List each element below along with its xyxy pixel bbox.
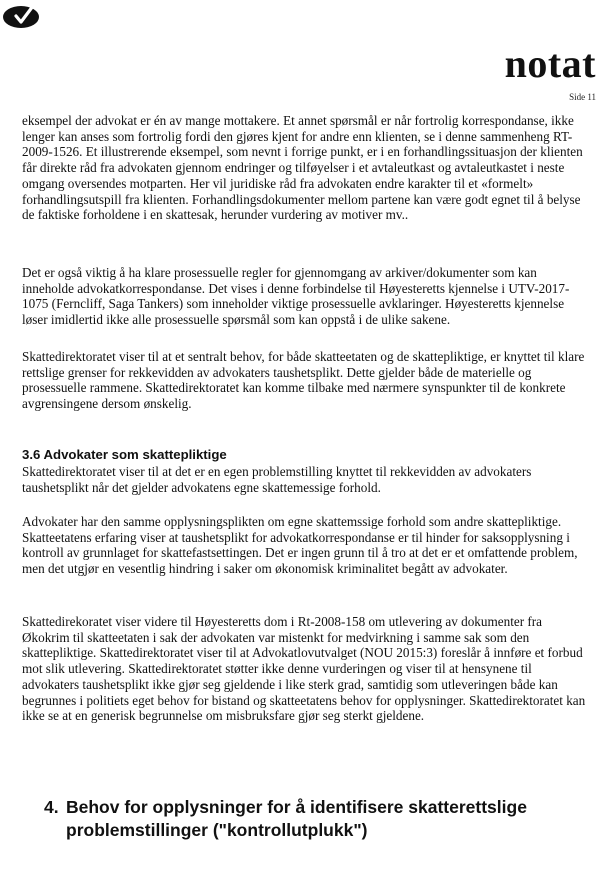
section-heading-3-6: 3.6 Advokater som skattepliktige	[22, 447, 227, 462]
paragraph-rettslige-grenser: Skattedirektoratet viser til at et sentralt behov, for både skatteetaten og de skattepliktige, er knyttet til klare rettslige grenser for rekkevidden av advokaters taushetsplikt. Dette gjelder både de materielle og prosessuelle rammene. Skattedirektoratet kan komme tilbake med nærmere synspunkter til de konkrete avgrensingene dersom ønskelig.	[22, 349, 585, 412]
paragraph-opplysningsplikt: Advokater har den samme opplysningsplikten om egne skattemssige forhold som andre skattepliktige. Skatteetatens erfaring viser at taushetsplikt for advokatkorrespondanse er til hinder for saksopplysning i kontroll av grunnlaget for skattefastsettingen. Det er ingen grunn til å tro at det er et omfattende problem, men det utgjør en vesentlig hindring i saker om økonomisk kriminalitet begått av advokater.	[22, 514, 578, 577]
paragraph-hoyesteretts-dom: Skattedirekoratet viser videre til Høyesteretts dom i Rt-2008-158 om utlevering av dokumenter fra Økokrim til skatteetaten i sak der advokaten var mistenkt for medvirkning i samme sak som den skattepliktige. Skattedirektoratet viser til at Advokatlovutvalget (NOU 2015:3) foreslår å innføre et forbud mot slik utlevering. Skattedirektoratet støtter ikke denne vurderingen og viser til at hensynene til advokaters taushetsplikt ikke gjør seg gjeldende i like sterk grad, samtidig som utleveringen både kan begrunnes i politiets eget behov for bistand og skatteetatens behov for opplysninger. Skattedirektoratet kan ikke se at en generisk begrunnelse om misbruksfare gjør seg sterkt gjeldene.	[22, 614, 586, 724]
section-number: 4.	[44, 797, 59, 817]
page-number: Side 11	[569, 92, 596, 102]
document-title: notat	[504, 41, 596, 86]
paragraph-advokat-korrespondanse: eksempel der advokat er én av mange mottakere. Et annet spørsmål er når fortrolig korrespondanse, ikke lenger kan anses som fortrolig fordi den gjøres kjent for andre enn klienten, se i denne sammenheng RT-2009-1526. Et illustrerende eksempel, som nevnt i forrige punkt, er i en forhandlingssituasjon der klienten får direkte råd fra advokaten gjennom endringer og tilføyelser i et avtaleutkast og avtaleutkastet i neste omgang oversendes motparten. Her vil juridiske råd fra advokaten endre karakter til et «formelt» forhandlingsutspill fra klienten. Forhandlingsdokumenter mellom partene kan være godt egnet til å belyse de faktiske forholdene i en skattesak, herunder vurdering av motiver mv..	[22, 113, 583, 223]
section-title: Behov for opplysninger for å identifisere skatterettslige problemstillinger ("kontrollutplukk")	[66, 797, 527, 840]
paragraph-prosessuelle-regler: Det er også viktig å ha klare prosessuelle regler for gjennomgang av arkiver/dokumenter som kan inneholde advokatkorrespondanse. Det vises i denne forbindelse til Høyesteretts kjennelse i UTV-2017-1075 (Ferncliff, Saga Tankers) som inneholder viktige prosessuelle avklaringer. Høyesteretts kjennelse løser imidlertid ikke alle prosessuelle spørsmål som kan oppstå i de ulike sakene.	[22, 265, 570, 328]
section-heading-4	[44, 796, 564, 841]
logo-icon	[2, 2, 42, 30]
paragraph-egen-problemstilling: Skattedirektoratet viser til at det er en egen problemstilling knyttet til rekkevidden av advokaters taushetsplikt når det gjelder advokatens egne skattemessige forhold.	[22, 464, 532, 495]
